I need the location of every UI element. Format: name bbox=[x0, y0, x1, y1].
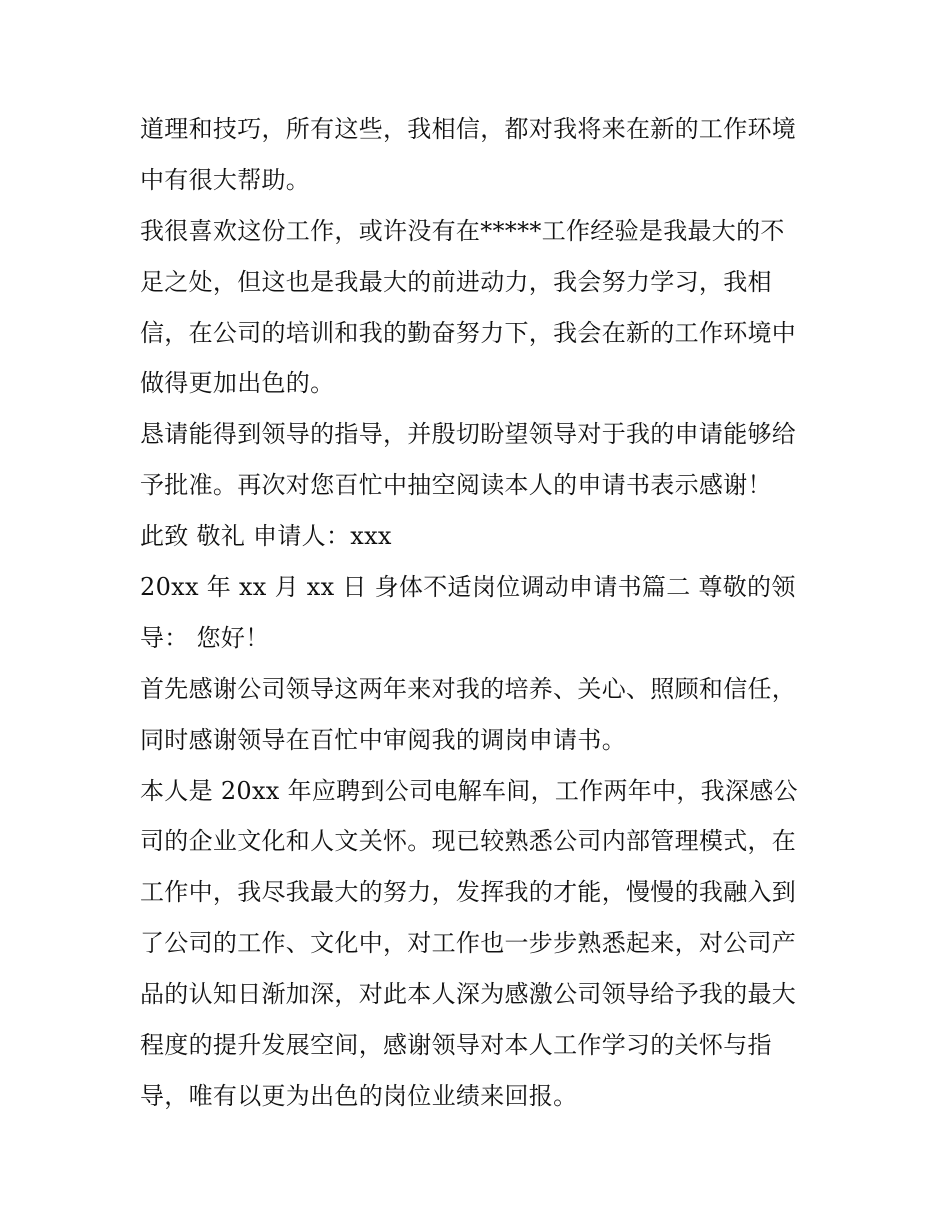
text-line: 导： 您好！ bbox=[140, 623, 270, 652]
text-line: 我很喜欢这份工作，或许没有在*****工作经验是我最大的不 bbox=[140, 216, 785, 245]
text-line: 恳请能得到领导的指导，并殷切盼望领导对于我的申请能够给 bbox=[140, 420, 797, 449]
text-line: 信，在公司的培训和我的勤奋努力下，我会在新的工作环境中 bbox=[140, 318, 797, 347]
text-line: 20xx 年 xx 月 xx 日 身体不适岗位调动申请书篇二 尊敬的领 bbox=[140, 573, 796, 602]
text-line: 道理和技巧，所有这些，我相信，都对我将来在新的工作环境 bbox=[140, 115, 797, 143]
text-line: 了公司的工作、文化中，对工作也一步步熟悉起来，对公司产 bbox=[140, 929, 797, 958]
text-line: 足之处，但这也是我最大的前进动力，我会努力学习，我相 bbox=[140, 267, 772, 296]
text-line: 此致 敬礼 申请人：xxx bbox=[140, 522, 392, 551]
text-line: 做得更加出色的。 bbox=[140, 369, 335, 398]
text-line: 司的企业文化和人文关怀。现已较熟悉公司内部管理模式，在 bbox=[140, 827, 797, 856]
text-line: 工作中，我尽我最大的努力，发挥我的才能，慢慢的我融入到 bbox=[140, 878, 797, 907]
text-line: 中有很大帮助。 bbox=[140, 165, 311, 194]
text-line: 品的认知日渐加深，对此本人深为感激公司领导给予我的最大 bbox=[140, 980, 797, 1009]
text-line: 导，唯有以更为出色的岗位业绩来回报。 bbox=[140, 1081, 578, 1110]
text-line: 首先感谢公司领导这两年来对我的培养、关心、照顾和信任， bbox=[140, 674, 797, 703]
text-line: 程度的提升发展空间，感谢领导对本人工作学习的关怀与指 bbox=[140, 1031, 772, 1060]
text-line: 本人是 20xx 年应聘到公司电解车间，工作两年中，我深感公 bbox=[140, 776, 798, 805]
text-line: 予批准。再次对您百忙中抽空阅读本人的申请书表示感谢！ bbox=[140, 471, 772, 500]
text-line: 同时感谢领导在百忙中审阅我的调岗申请书。 bbox=[140, 725, 626, 754]
document-body bbox=[140, 109, 830, 1127]
